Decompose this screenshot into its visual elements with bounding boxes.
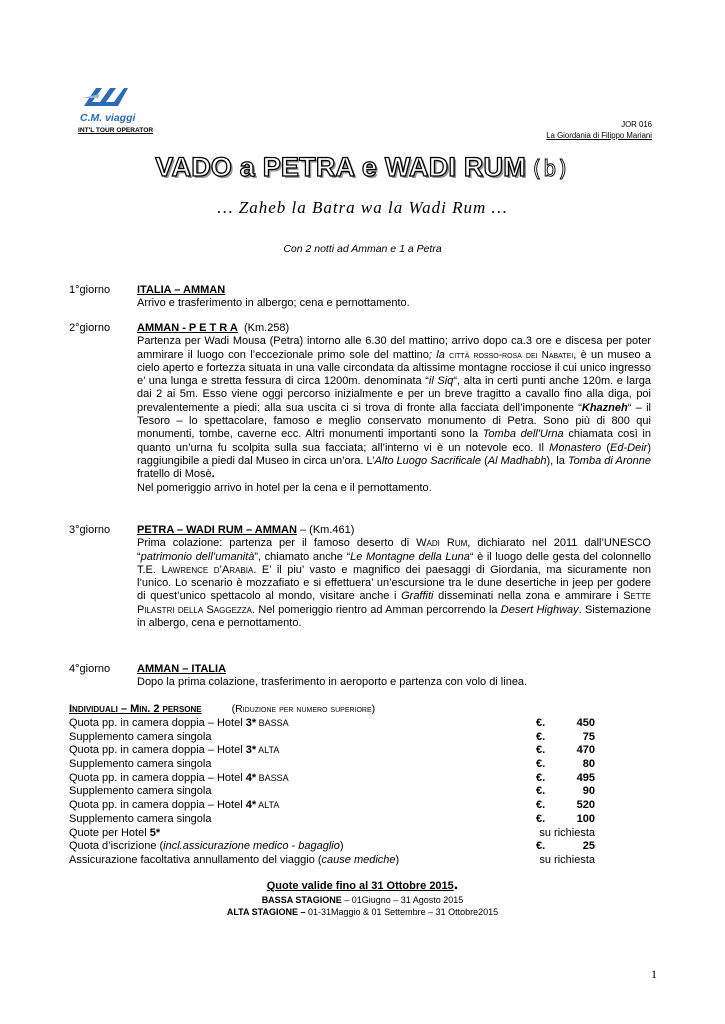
itinerary-day-2 bbox=[69, 322, 651, 495]
price-row: Supplemento camera singola €. 80 bbox=[69, 758, 595, 771]
price-row-iscrizione: Quota d’iscrizione (incl.assicurazione medico - bagaglio) €. 25 bbox=[69, 840, 595, 853]
day-heading-row bbox=[137, 322, 651, 335]
day-description: Prima colazione: partenza per il famoso deserto di Wadi Rum, dichiarato nel 2011 dall’UNESCO “patrimonio dell’umanità”, chiamato anche “Le Montagne della Luna“ è il luogo delle gesta del colonnello T.E. Lawrence d’Arabia. E’ il piu’ vasto e magnifico dei paesaggi di Giordania, ma sicuramente non l’unico. Lo scenario è mozzafiato e si effettuera’ un’escursione tra le dune desertiche in jeep per godere di quest’unico spettacolo al mondo, visitare anche i Graffiti disseminati nella zona e ammirare i Sette Pilastri della Saggezza. Nel pomeriggio rientro ad Amman percorrendo la Desert Highway. Sistemazione in albergo, cena e pernottamento. bbox=[137, 537, 652, 630]
day-description: Partenza per Wadi Mousa (Petra) intorno alle 6.30 del mattino; arrivo dopo ca.3 ore e discesa per poter ammirare il luogo con l’eccezionale primo sole del mattino; la città rosso-rosa dei Nabatei, è un museo a cielo aperto e fortezza situata in una valle circondata da altissime montagne rocciose il cui unico ingresso e’ una lunga e stretta fessura di circa 1200m. denominata “il Siq“, alta in certi punti anche 120m. e larga dai 2 ai 5m. Esso viene oggi percorso inizialmente e per un breve tragitto a cavallo fino alla diga, poi prevalentemente a piedi: alla sua uscita ci si trova di fronte alla facciata dell’imponente “Khazneh“ – il Tesoro – lo spettacolare, famoso e meglio conservato monumento di Petra. Sono più di 800 qui monumenti, tombe, caverne ecc. Altri monumenti importanti sono la Tomba dell'Urna chiamata così in quanto un’urna fu scolpita sulla sua facciata; all’interno vi è un notevole eco. Il Monastero (Ed-Deir) raggiungibile a piedi dal Museo in circa un’ora. L’Alto Luogo Sacrificale (Al Madhabh), la Tomba di Aronne fratello di Mosè. bbox=[137, 335, 651, 481]
day-label: 3°giorno bbox=[69, 524, 111, 536]
page-number: 1 bbox=[651, 967, 657, 981]
day-distance: – (Km.461) bbox=[299, 524, 355, 536]
low-season: BASSA STAGIONE – 01Giugno – 31 Agosto 2015 bbox=[261, 895, 464, 905]
day-description: Dopo la prima colazione, trasferimento in aeroporto e partenza con volo di linea. bbox=[137, 676, 528, 689]
reference-author: La Giordania di Filippo Mariani bbox=[546, 131, 652, 140]
itinerary-day-3 bbox=[69, 524, 651, 630]
price-row-annullamento: Assicurazione facoltativa annullamento del viaggio (cause mediche) su richiesta bbox=[69, 853, 595, 866]
price-row: Quota pp. in camera doppia – Hotel 4* BASSA €. 495 bbox=[69, 771, 595, 784]
document-reference bbox=[546, 119, 652, 141]
day-heading: AMMAN - P E T R A bbox=[137, 322, 238, 334]
document-title bbox=[0, 152, 725, 183]
company-logo bbox=[78, 86, 158, 134]
price-table bbox=[69, 717, 595, 868]
day-heading: ITALIA – AMMAN bbox=[137, 284, 226, 296]
validity-block bbox=[0, 876, 725, 918]
price-row-hotel5: Quote per Hotel 5* su richiesta bbox=[69, 826, 595, 839]
day-label: 1°giorno bbox=[69, 284, 111, 296]
day-heading-row bbox=[137, 524, 651, 537]
high-season: ALTA STAGIONE – 01-31Maggio & 01 Settembre – 31 Ottobre2015 bbox=[226, 907, 499, 917]
price-section-header bbox=[69, 703, 375, 715]
itinerary-day-4 bbox=[69, 663, 651, 690]
day-label: 4°giorno bbox=[69, 663, 111, 675]
document-subtitle: … Zaheb la Batra wa la Wadi Rum … bbox=[217, 198, 508, 217]
day-distance: (Km.258) bbox=[243, 322, 290, 334]
day-heading: PETRA – WADI RUM – AMMAN bbox=[137, 524, 297, 536]
day-evening: Nel pomeriggio arrivo in hotel per la cena e il pernottamento. bbox=[137, 481, 432, 494]
price-row: Supplemento camera singola €. 75 bbox=[69, 730, 595, 743]
price-header-label: Individuali – Min. 2 persone bbox=[69, 703, 202, 715]
price-row: Quota pp. in camera doppia – Hotel 3* BASSA €. 450 bbox=[69, 717, 595, 729]
itinerary-day-1 bbox=[69, 284, 651, 311]
day-heading: AMMAN – ITALIA bbox=[137, 663, 227, 675]
price-header-note: (Riduzione per numero superiore) bbox=[231, 703, 376, 715]
day-description: Arrivo e trasferimento in albergo; cena e pernottamento. bbox=[137, 297, 410, 310]
reference-code: JOR 016 bbox=[621, 120, 652, 129]
price-row: Supplemento camera singola €. 100 bbox=[69, 812, 595, 825]
logo-name: C.M. viaggi bbox=[80, 112, 136, 124]
price-row: Supplemento camera singola €. 90 bbox=[69, 785, 595, 798]
price-row: Quota pp. in camera doppia – Hotel 3* ALTA €. 470 bbox=[69, 744, 595, 757]
day-label: 2°giorno bbox=[69, 322, 111, 334]
price-row: Quota pp. in camera doppia – Hotel 4* ALTA €. 520 bbox=[69, 799, 595, 812]
logo-mark-icon bbox=[80, 86, 130, 108]
validity-line: Quote valide fino al 31 Ottobre 2015. bbox=[266, 876, 459, 893]
intro-line: Con 2 notti ad Amman e 1 a Petra bbox=[283, 243, 442, 255]
title-main: VADO a PETRA e WADI RUM bbox=[155, 152, 526, 182]
logo-tagline: INT'L TOUR OPERATOR bbox=[78, 127, 154, 134]
title-suffix: (b) bbox=[529, 157, 570, 182]
